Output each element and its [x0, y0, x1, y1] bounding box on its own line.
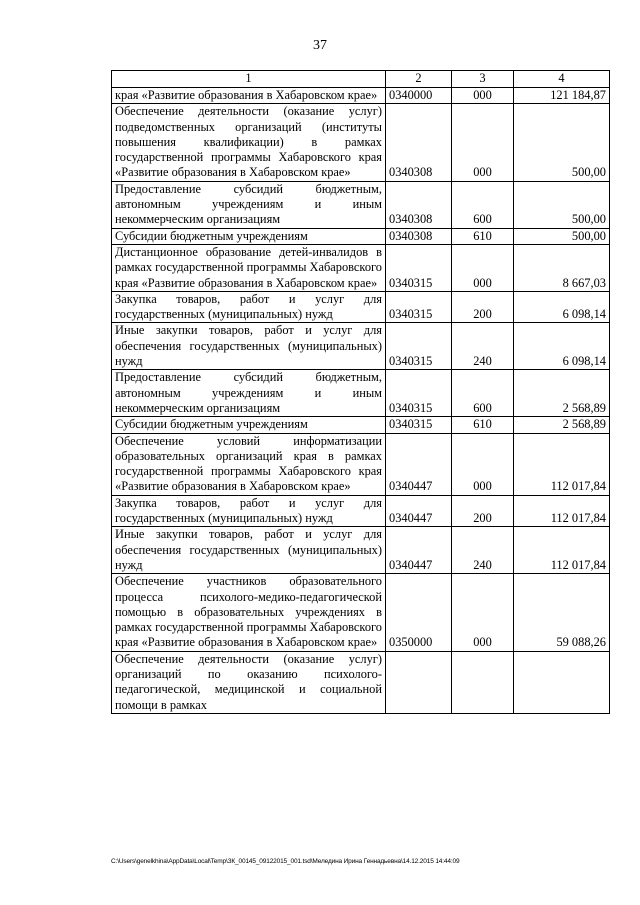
row-type-cell: 240: [452, 527, 514, 574]
row-type-cell: 000: [452, 104, 514, 181]
row-sum-cell: 121 184,87: [514, 88, 610, 104]
row-code-cell: 0340308: [386, 104, 452, 181]
table-row: [112, 527, 610, 574]
row-sum-cell: [514, 651, 610, 713]
row-code-cell: 0350000: [386, 574, 452, 651]
row-name-cell: Предоставление субсидий бюджетным, автономным учреждениям и иным некоммерческим организациям: [112, 181, 386, 228]
row-code-cell: 0340315: [386, 244, 452, 291]
row-code-cell: 0340308: [386, 228, 452, 244]
row-sum-cell: 112 017,84: [514, 495, 610, 527]
table-row: [112, 104, 610, 181]
row-name-cell: края «Развитие образования в Хабаровском крае»: [112, 88, 386, 104]
row-type-cell: [452, 651, 514, 713]
row-name-cell: Обеспечение деятельности (оказание услуг) подведомственных организаций (институты повышения квалификации) в рамках государственной программы Хабаровского края «Развитие образования в Хабаровском крае»: [112, 104, 386, 181]
row-code-cell: 0340308: [386, 181, 452, 228]
row-sum-cell: 6 098,14: [514, 291, 610, 323]
header-col-2: 2: [386, 71, 452, 88]
header-col-3: 3: [452, 71, 514, 88]
row-code-cell: 0340447: [386, 433, 452, 495]
row-name-cell: Иные закупки товаров, работ и услуг для обеспечения государственных (муниципальных) нужд: [112, 323, 386, 370]
header-col-1: 1: [112, 71, 386, 88]
table-row: [112, 88, 610, 104]
row-type-cell: 600: [452, 370, 514, 417]
row-sum-cell: 6 098,14: [514, 323, 610, 370]
table-row: [112, 228, 610, 244]
row-name-cell: Обеспечение условий информатизации образовательных организаций края в рамках государственной программы Хабаровского края «Развитие образования в Хабаровском крае»: [112, 433, 386, 495]
header-row: [112, 71, 610, 88]
row-code-cell: 0340447: [386, 527, 452, 574]
row-name-cell: Субсидии бюджетным учреждениям: [112, 417, 386, 433]
row-type-cell: 000: [452, 88, 514, 104]
row-code-cell: 0340000: [386, 88, 452, 104]
row-name-cell: Закупка товаров, работ и услуг для государственных (муниципальных) нужд: [112, 495, 386, 527]
row-name-cell: Предоставление субсидий бюджетным, автономным учреждениям и иным некоммерческим организациям: [112, 370, 386, 417]
row-type-cell: 600: [452, 181, 514, 228]
row-code-cell: 0340315: [386, 291, 452, 323]
row-type-cell: 000: [452, 433, 514, 495]
row-code-cell: 0340315: [386, 417, 452, 433]
row-sum-cell: 112 017,84: [514, 527, 610, 574]
row-type-cell: 000: [452, 574, 514, 651]
row-code-cell: 0340315: [386, 323, 452, 370]
row-name-cell: Закупка товаров, работ и услуг для государственных (муниципальных) нужд: [112, 291, 386, 323]
row-name-cell: Иные закупки товаров, работ и услуг для обеспечения государственных (муниципальных) нужд: [112, 527, 386, 574]
budget-table: [111, 70, 610, 714]
row-type-cell: 000: [452, 244, 514, 291]
table-body: [112, 88, 610, 714]
row-sum-cell: 59 088,26: [514, 574, 610, 651]
table-row: [112, 574, 610, 651]
header-col-4: 4: [514, 71, 610, 88]
table-row: [112, 181, 610, 228]
row-sum-cell: 500,00: [514, 181, 610, 228]
row-name-cell: Дистанционное образование детей-инвалидов в рамках государственной программы Хабаровского края «Развитие образования в Хабаровском крае»: [112, 244, 386, 291]
table-row: [112, 651, 610, 713]
row-type-cell: 240: [452, 323, 514, 370]
row-code-cell: [386, 651, 452, 713]
row-name-cell: Обеспечение деятельности (оказание услуг) организаций по оказанию психолого-педагогической, медицинской и социальной помощи в рамках: [112, 651, 386, 713]
table-row: [112, 417, 610, 433]
file-path-footer: C:\Users\genelkhina\AppData\Local\Temp\ЗК_00145_09122015_001.tsd\Меледина Ирина Геннадьевна\14.12.2015 14:44:09: [111, 858, 460, 865]
page-number: 37: [313, 38, 327, 53]
row-name-cell: Обеспечение участников образовательного процесса психолого-медико-педагогической помощью в образовательных учреждениях в рамках государственной программы Хабаровского края «Развитие образования в Хабаровском крае»: [112, 574, 386, 651]
row-sum-cell: 2 568,89: [514, 417, 610, 433]
row-code-cell: 0340447: [386, 495, 452, 527]
row-sum-cell: 8 667,03: [514, 244, 610, 291]
table-header: [112, 71, 610, 88]
table-row: [112, 495, 610, 527]
row-sum-cell: 500,00: [514, 104, 610, 181]
row-type-cell: 200: [452, 291, 514, 323]
table-row: [112, 323, 610, 370]
row-sum-cell: 500,00: [514, 228, 610, 244]
row-name-cell: Субсидии бюджетным учреждениям: [112, 228, 386, 244]
row-code-cell: 0340315: [386, 370, 452, 417]
row-sum-cell: 112 017,84: [514, 433, 610, 495]
row-type-cell: 610: [452, 417, 514, 433]
table-row: [112, 244, 610, 291]
table-row: [112, 433, 610, 495]
row-sum-cell: 2 568,89: [514, 370, 610, 417]
row-type-cell: 610: [452, 228, 514, 244]
table-row: [112, 370, 610, 417]
row-type-cell: 200: [452, 495, 514, 527]
table-row: [112, 291, 610, 323]
